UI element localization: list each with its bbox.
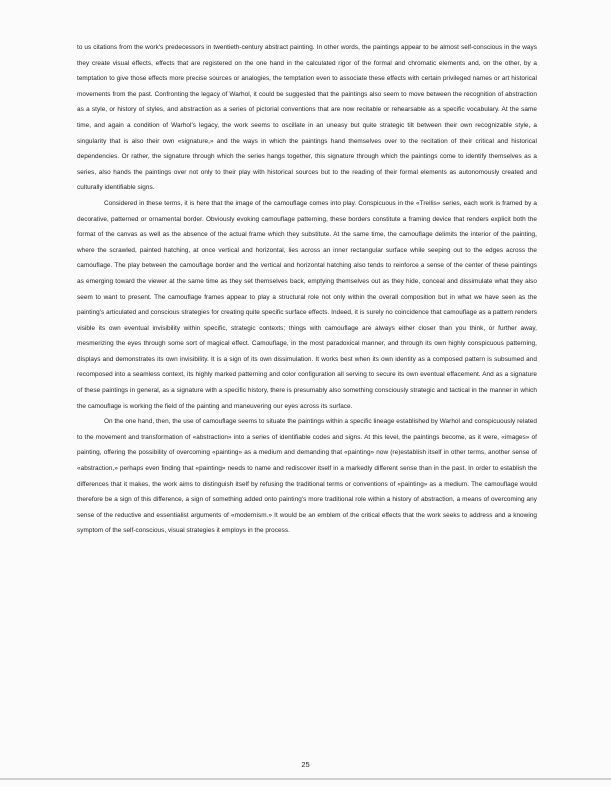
page-number: 25	[301, 760, 310, 769]
paragraph-2: Considered in these terms, it is here that the image of the camouflage comes into play. Conspicuous in the «Trellis» series, each work is framed by a decorative, patterned or ornamental border. Obviously evoking camouflage patterning, these borders constitute a framing device that renders explicit both the format of the canvas as well as the absence of the actual frame which they substitute. At the same time, the camouflage delimits the interior of the painting, where the scrawled, painted hatching, at once vertical and horizontal, lies across an inner rectangular surface while seeping out to the edges across the camouflage. The play between the camouflage border and the vertical and horizontal hatching also tends to reinforce a sense of the center of these paintings as emerging toward the viewer at the same time as they set themselves back, emptying themselves out as they hide, conceal and dissimulate what they also seem to want to present. The camouflage frames appear to play a structural role not only within the overall composition but in what we have seen as the painting's articulated and conscious strategies for creating quite specific surface effects. Indeed, it is surely no coincidence that camouflage as a pattern renders visible its own eventual invisibility within specific, strategic contexts; things with camouflage are always either closer than you think, or further away, mesmerizing the eyes through some sort of magical effect. Camouflage, in the most paradoxical manner, and through its own highly conspicuous patterning, displays and demonstrates its own invisibility. It is a sign of its own dissimulation. It works best when its own identity as a composed pattern is subsumed and recomposed into a seamless context, its highly marked patterning and color configuration all serving to secure its own eventual effacement. And as a signature of these paintings in general, as a signature with a specific history, there is presumably also something consciously strategic and tactical in the manner in which the camouflage is working the field of the painting and maneuvering our eyes across its surface.	[77, 199, 537, 410]
paragraph-3: On the one hand, then, the use of camouflage seems to situate the paintings within a specific lineage established by Warhol and conspicuously related to the movement and transformation of «abstraction» into a series of identifiable codes and signs. At this level, the paintings become, as it were, «images» of painting, offering the possibility of overcoming «painting» as a medium and demanding that «painting» now (re)establish itself in other terms, another sense of «abstraction,» perhaps even finding that «painting» needs to name and rediscover itself in a markedly different sense than in the past. In order to establish the differences that it makes, the work aims to distinguish itself by refusing the traditional terms or conventions of «painting» as a medium. The camouflage would therefore be a sign of this difference, a sign of something added onto painting's more traditional role within a history of abstraction, a means of overcoming any sense of the reductive and essentialist arguments of «modernism.» It would be an emblem of the critical effects that the work seeks to address and a knowing symptom of the self-conscious, visual strategies it employs in the process.	[77, 418, 537, 535]
body-text	[77, 40, 537, 539]
bottom-divider	[0, 778, 611, 780]
paragraph-1: to us citations from the work's predecessors in twentieth-century abstract painting. In other words, the paintings appear to be almost self-conscious in the ways they create visual effects, effects that are registered on the one hand in the calculated rigor of the formal and chromatic elements and, on the other, by a temptation to give those effects more precise sources or analogies, the temptation even to associate these effects with certain privileged names or art historical movements from the past. Confronting the legacy of Warhol, it could be suggested that the paintings also seem to move between the recognition of abstraction as a style, or history of styles, and abstraction as a series of pictorial conventions that are now recitable or rehearsable as a specific vocabulary. At the same time, and again a condition of Warhol's legacy, the work seems to oscillate in an uneasy but quite strategic tilt between their own recognizable style, a singularity that is also their own «signature,» and the ways in which the paintings hand themselves over to the recitation of their critical and historical dependencies. Or rather, the signature through which the series hangs together, this signature through which the paintings come to identify themselves as a series, also hands the paintings over not only to their play with historical sources but to the reading of their formal elements as autonomously created and culturally identifiable signs.	[77, 44, 537, 192]
